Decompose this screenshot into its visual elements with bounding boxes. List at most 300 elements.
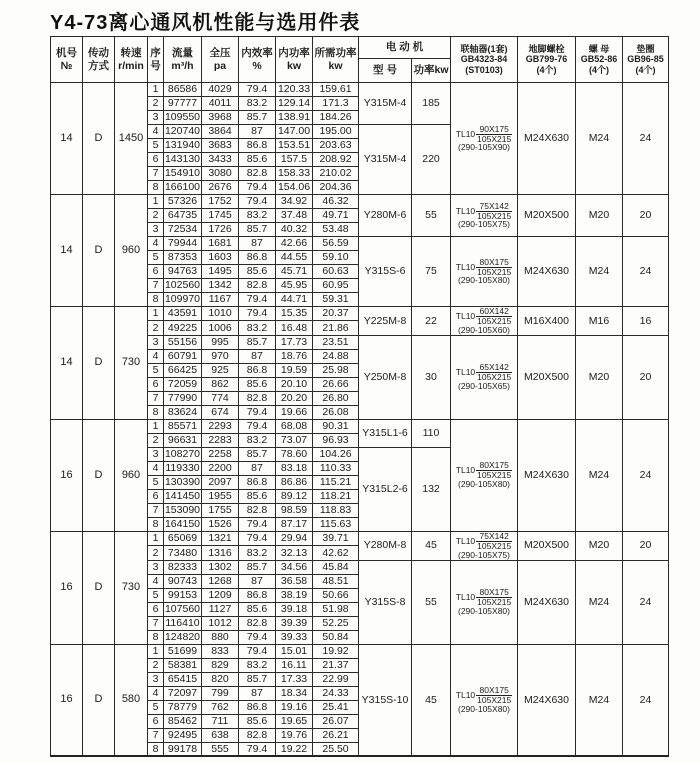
coupling-fraction (476, 363, 512, 382)
cell-motor-model: Y280M-6 (359, 195, 412, 237)
coupling-prefix: TL10 (455, 689, 476, 700)
cell-motor-power: 55 (412, 195, 451, 237)
col-header-pressure-line: 全压 (209, 47, 231, 60)
col-header-nut (576, 37, 623, 83)
cell-pressure: 1302 (202, 560, 239, 574)
cell-flow: 77990 (164, 391, 202, 405)
cell-seq: 1 (148, 83, 164, 97)
cell-efficiency: 87 (239, 125, 276, 139)
cell-pressure: 2200 (202, 461, 239, 475)
cell-internal-power: 19.16 (276, 700, 313, 714)
cell-efficiency: 86.8 (239, 251, 276, 265)
cell-flow: 166100 (164, 181, 201, 194)
cell-required-power: 26.66 (313, 377, 359, 391)
cell-pressure: 2676 (202, 181, 239, 195)
cell-washer: 20 (623, 195, 669, 237)
cell-required-power: 26.21 (313, 728, 359, 742)
col-header-motor-model-line: 型 号 (373, 64, 397, 77)
cell-internal-power: 15.01 (276, 644, 313, 658)
table-row (51, 531, 669, 545)
cell-flow: 109550 (164, 111, 201, 124)
coupling-prefix: TL10 (455, 535, 476, 546)
cell-internal-power: 40.32 (276, 223, 313, 237)
cell-seq: 2 (148, 546, 164, 560)
cell-coupling (451, 335, 518, 419)
coupling-note: (290-105X60) (458, 324, 510, 335)
cell-seq: 7 (148, 167, 164, 181)
cell-required-power: 204.36 (313, 181, 359, 195)
cell-internal-power: 44.71 (276, 293, 313, 307)
cell-efficiency: 85.7 (239, 447, 276, 461)
cell-required-power: 26.80 (313, 391, 359, 405)
cell-required-power: 48.51 (313, 574, 359, 588)
cell-internal-power: 17.73 (276, 335, 313, 349)
cell-drive: D (83, 531, 115, 644)
cell-efficiency: 79.4 (239, 181, 276, 195)
cell-seq: 5 (148, 251, 164, 265)
coupling-fraction-bottom: 105X215 (477, 470, 512, 481)
cell-efficiency: 79.4 (239, 195, 276, 209)
cell-internal-power: 147.00 (276, 125, 313, 139)
cell-speed: 730 (115, 307, 148, 420)
cell-efficiency: 87 (239, 237, 276, 251)
cell-nut: M24 (576, 237, 623, 307)
coupling-fraction-top: 80X175 (476, 588, 512, 598)
cell-seq: 2 (148, 433, 164, 447)
cell-seq: 8 (148, 293, 164, 307)
cell-pressure: 1012 (202, 616, 239, 630)
cell-nut: M24 (576, 83, 623, 195)
cell-pressure: 1752 (202, 195, 239, 209)
cell-machine-no: 14 (51, 195, 83, 307)
cell-pressure: 880 (202, 630, 239, 644)
cell-seq: 5 (148, 363, 164, 377)
cell-pressure: 1127 (202, 602, 239, 616)
cell-machine-no: 14 (51, 83, 83, 195)
cell-internal-power: 87.17 (276, 517, 313, 531)
cell-flow: 60791 (164, 349, 202, 363)
col-header-required-power (313, 37, 359, 83)
cell-seq: 1 (148, 419, 164, 433)
cell-internal-power: 18.76 (276, 349, 313, 363)
cell-seq: 2 (148, 97, 164, 111)
col-header-speed-line: 转速 (120, 47, 142, 60)
cell-seq: 6 (148, 489, 164, 503)
cell-required-power: 118.83 (313, 503, 359, 517)
cell-flow: 85571 (164, 419, 202, 433)
col-header-required-power-line: kw (328, 59, 343, 72)
cell-flow: 72534 (164, 223, 202, 237)
col-header-speed (115, 37, 148, 83)
cell-coupling (451, 83, 518, 195)
spec-table (50, 36, 669, 757)
cell-pressure: 829 (202, 658, 239, 672)
col-header-motor-power (412, 59, 451, 83)
cell-seq: 3 (148, 672, 164, 686)
cell-coupling (451, 195, 518, 237)
cell-efficiency: 85.6 (239, 489, 276, 503)
cell-seq: 8 (148, 742, 164, 756)
cell-seq: 3 (148, 560, 164, 574)
cell-anchor-bolt: M20X500 (518, 335, 576, 419)
cell-flow: 97777 (164, 97, 202, 111)
cell-internal-power: 34.92 (276, 195, 313, 209)
cell-seq: 8 (148, 181, 164, 195)
col-header-efficiency-line: % (252, 59, 262, 72)
cell-motor-model: Y225M-8 (359, 307, 412, 336)
cell-pressure: 1316 (202, 546, 239, 560)
cell-efficiency: 87 (239, 686, 276, 700)
coupling-note: (290-105X80) (458, 703, 510, 714)
cell-pressure: 2097 (202, 475, 239, 489)
cell-flow: 102560 (164, 279, 201, 292)
col-header-efficiency (239, 37, 276, 83)
cell-pressure: 555 (202, 742, 239, 756)
cell-efficiency: 85.6 (239, 265, 276, 279)
coupling-note: (290-105X65) (458, 381, 510, 392)
cell-flow: 143130 (164, 153, 201, 166)
cell-seq: 5 (148, 139, 164, 153)
cell-required-power: 203.63 (313, 139, 359, 153)
cell-required-power: 104.26 (313, 447, 359, 461)
cell-flow: 57326 (164, 195, 202, 209)
cell-pressure: 799 (202, 686, 239, 700)
cell-efficiency: 85.7 (239, 223, 276, 237)
cell-flow: 83624 (164, 405, 202, 419)
cell-coupling (451, 237, 518, 307)
cell-motor-model: Y315M-4 (359, 125, 412, 195)
col-header-anchor-bolt-line: GB799-76 (525, 54, 568, 65)
col-header-washer (623, 37, 669, 83)
cell-efficiency: 79.4 (239, 419, 276, 433)
coupling-fraction (476, 461, 512, 480)
cell-required-power: 184.26 (313, 111, 359, 125)
cell-motor-power: 30 (412, 335, 451, 419)
cell-required-power: 21.37 (313, 658, 359, 672)
coupling-fraction (476, 532, 512, 551)
col-header-efficiency-line: 内效率 (241, 47, 273, 60)
cell-flow: 94763 (164, 265, 202, 279)
col-header-seq (148, 37, 164, 83)
cell-internal-power: 19.76 (276, 728, 313, 742)
cell-efficiency: 85.7 (239, 672, 276, 686)
cell-efficiency: 79.4 (239, 630, 276, 644)
coupling-note: (290-105X80) (458, 275, 510, 286)
cell-speed: 960 (115, 195, 148, 307)
coupling-note: (290-105X75) (458, 549, 510, 560)
cell-internal-power: 68.08 (276, 419, 313, 433)
coupling-fraction (476, 686, 512, 705)
cell-seq: 4 (148, 461, 164, 475)
cell-pressure: 833 (202, 644, 239, 658)
cell-efficiency: 85.7 (239, 560, 276, 574)
col-header-drive (83, 37, 115, 83)
coupling-spec (451, 363, 517, 382)
coupling-fraction-bottom: 105X215 (477, 694, 512, 705)
cell-pressure: 1726 (202, 223, 239, 237)
cell-seq: 6 (148, 714, 164, 728)
cell-internal-power: 36.58 (276, 574, 313, 588)
cell-required-power: 20.37 (313, 307, 359, 321)
cell-internal-power: 157.5 (276, 153, 313, 167)
cell-internal-power: 39.39 (276, 616, 313, 630)
coupling-fraction (476, 588, 512, 607)
cell-seq: 7 (148, 279, 164, 293)
cell-drive: D (83, 195, 115, 307)
cell-machine-no: 14 (51, 307, 83, 420)
coupling-note: (290-105X80) (458, 605, 510, 616)
col-header-internal-power-line: kw (286, 59, 301, 72)
cell-motor-power: 220 (412, 125, 451, 195)
cell-required-power: 39.71 (313, 531, 359, 545)
cell-efficiency: 83.2 (239, 209, 276, 223)
cell-required-power: 25.98 (313, 363, 359, 377)
cell-motor-model: Y315L1-6 (359, 419, 412, 447)
cell-motor-power: 45 (412, 531, 451, 560)
coupling-prefix: TL10 (455, 367, 476, 378)
cell-required-power: 50.66 (313, 588, 359, 602)
coupling-fraction (476, 125, 512, 144)
col-header-anchor-bolt-line: 地脚螺栓 (528, 44, 565, 55)
cell-required-power: 59.31 (313, 293, 359, 307)
cell-efficiency: 87 (239, 461, 276, 475)
cell-anchor-bolt: M20X500 (518, 531, 576, 560)
cell-anchor-bolt: M24X630 (518, 237, 576, 307)
cell-coupling (451, 560, 518, 644)
cell-flow: 90743 (164, 574, 202, 588)
cell-internal-power: 39.18 (276, 602, 313, 616)
cell-speed: 960 (115, 419, 148, 531)
cell-required-power: 96.93 (313, 433, 359, 447)
col-header-coupling-line: 联轴器(1套) (460, 44, 508, 55)
cell-internal-power: 15.35 (276, 307, 313, 321)
cell-motor-model: Y315S-6 (359, 237, 412, 307)
cell-efficiency: 85.6 (239, 153, 276, 167)
cell-internal-power: 45.95 (276, 279, 313, 293)
cell-speed: 730 (115, 531, 148, 644)
cell-required-power: 25.50 (313, 742, 359, 756)
coupling-fraction-bottom: 105X215 (477, 210, 512, 221)
cell-flow: 65069 (164, 531, 202, 545)
cell-seq: 1 (148, 644, 164, 658)
col-header-flow (164, 37, 202, 83)
cell-seq: 3 (148, 223, 164, 237)
cell-washer: 24 (623, 644, 669, 756)
cell-required-power: 53.48 (313, 223, 359, 237)
cell-drive: D (83, 83, 115, 195)
col-header-motor (359, 37, 451, 59)
cell-coupling (451, 644, 518, 756)
coupling-fraction-bottom: 105X215 (477, 597, 512, 608)
cell-drive: D (83, 419, 115, 531)
cell-efficiency: 82.8 (239, 728, 276, 742)
cell-efficiency: 82.8 (239, 391, 276, 405)
cell-required-power: 171.3 (313, 97, 359, 111)
cell-flow: 78779 (164, 700, 202, 714)
cell-flow: 107560 (164, 602, 201, 615)
coupling-fraction-bottom: 105X215 (477, 372, 512, 383)
coupling-note: (290-105X75) (458, 219, 510, 230)
cell-seq: 5 (148, 475, 164, 489)
cell-efficiency: 85.7 (239, 111, 276, 125)
cell-pressure: 1342 (202, 279, 239, 293)
cell-required-power: 208.92 (313, 153, 359, 167)
cell-internal-power: 20.10 (276, 377, 313, 391)
cell-seq: 6 (148, 153, 164, 167)
cell-internal-power: 34.56 (276, 560, 313, 574)
cell-internal-power: 20.20 (276, 391, 313, 405)
cell-pressure: 995 (202, 335, 239, 349)
cell-machine-no: 16 (51, 531, 83, 644)
col-header-coupling (451, 37, 518, 83)
cell-internal-power: 32.13 (276, 546, 313, 560)
cell-seq: 4 (148, 686, 164, 700)
cell-efficiency: 79.4 (239, 405, 276, 419)
cell-efficiency: 85.6 (239, 377, 276, 391)
cell-efficiency: 87 (239, 349, 276, 363)
col-header-washer-line: GB96-85 (627, 54, 664, 65)
cell-seq: 2 (148, 321, 164, 335)
cell-required-power: 23.51 (313, 335, 359, 349)
cell-flow: 116410 (165, 616, 200, 629)
coupling-fraction-top: 80X175 (476, 461, 512, 471)
coupling-fraction-top: 90X175 (476, 125, 512, 135)
cell-required-power: 90.31 (313, 419, 359, 433)
cell-internal-power: 19.22 (276, 742, 313, 756)
cell-pressure: 1006 (202, 321, 239, 335)
cell-flow: 73480 (164, 546, 202, 560)
cell-seq: 3 (148, 111, 164, 125)
cell-internal-power: 45.71 (276, 265, 313, 279)
col-header-nut-line: (4个) (589, 64, 609, 75)
cell-seq: 3 (148, 447, 164, 461)
cell-pressure: 762 (202, 700, 239, 714)
cell-required-power: 60.95 (313, 279, 359, 293)
col-header-nut-line: 螺 母 (588, 44, 610, 55)
col-header-coupling-line: (ST0103) (465, 64, 503, 75)
cell-internal-power: 73.07 (276, 433, 313, 447)
col-header-drive-line: 方式 (88, 59, 109, 72)
cell-efficiency: 83.2 (239, 658, 276, 672)
cell-flow: 49225 (164, 321, 202, 335)
cell-internal-power: 86.86 (276, 475, 313, 489)
cell-pressure: 1955 (202, 489, 239, 503)
cell-pressure: 1745 (202, 209, 239, 223)
cell-flow: 86586 (164, 83, 202, 97)
cell-flow: 64735 (164, 209, 202, 223)
cell-required-power: 46.32 (313, 195, 359, 209)
cell-required-power: 195.00 (313, 125, 359, 139)
cell-coupling (451, 419, 518, 531)
coupling-spec (451, 125, 517, 144)
cell-efficiency: 86.8 (239, 475, 276, 489)
cell-flow: 87353 (164, 251, 202, 265)
cell-pressure: 3080 (202, 167, 239, 181)
cell-internal-power: 83.18 (276, 461, 313, 475)
cell-flow: 120740 (164, 125, 201, 138)
cell-seq: 7 (148, 391, 164, 405)
cell-efficiency: 86.8 (239, 363, 276, 377)
cell-pressure: 1010 (202, 307, 239, 321)
cell-pressure: 820 (202, 672, 239, 686)
cell-efficiency: 83.2 (239, 546, 276, 560)
cell-motor-power: 110 (412, 419, 451, 447)
cell-nut: M24 (576, 419, 623, 531)
cell-flow: 58381 (164, 658, 202, 672)
page-title: Y4-73离心通风机性能与选用件表 (50, 12, 361, 34)
cell-drive: D (83, 644, 115, 756)
coupling-spec (451, 202, 517, 221)
col-header-internal-power-line: 内功率 (278, 47, 310, 60)
cell-efficiency: 85.6 (239, 602, 276, 616)
cell-efficiency: 79.4 (239, 307, 276, 321)
col-header-machine-no-line: 机号 (56, 47, 77, 60)
cell-required-power: 49.71 (313, 209, 359, 223)
cell-seq: 5 (148, 588, 164, 602)
cell-anchor-bolt: M20X500 (518, 195, 576, 237)
cell-required-power: 26.08 (313, 405, 359, 419)
cell-motor-power: 75 (412, 237, 451, 307)
cell-seq: 6 (148, 377, 164, 391)
cell-pressure: 3433 (202, 153, 239, 167)
cell-internal-power: 19.59 (276, 363, 313, 377)
coupling-fraction-bottom: 105X215 (477, 540, 512, 551)
cell-required-power: 118.21 (313, 489, 359, 503)
cell-washer: 24 (623, 83, 669, 195)
cell-seq: 7 (148, 728, 164, 742)
cell-required-power: 45.84 (313, 560, 359, 574)
col-header-pressure (202, 37, 239, 83)
cell-internal-power: 120.33 (276, 83, 313, 97)
cell-efficiency: 79.4 (239, 644, 276, 658)
coupling-prefix: TL10 (455, 592, 476, 603)
cell-flow: 154910 (164, 167, 201, 180)
cell-efficiency: 82.8 (239, 616, 276, 630)
col-header-motor-line: 电 动 机 (385, 41, 424, 54)
cell-nut: M20 (576, 531, 623, 560)
cell-anchor-bolt: M16X400 (518, 307, 576, 336)
cell-efficiency: 82.8 (239, 167, 276, 181)
coupling-spec (451, 532, 517, 551)
cell-speed: 580 (115, 644, 148, 756)
cell-seq: 7 (148, 503, 164, 517)
cell-motor-model: Y315S-8 (359, 560, 412, 644)
cell-pressure: 1268 (202, 574, 239, 588)
cell-seq: 7 (148, 616, 164, 630)
cell-motor-power: 45 (412, 644, 451, 756)
cell-internal-power: 39.33 (276, 630, 313, 644)
cell-pressure: 862 (202, 377, 239, 391)
cell-washer: 24 (623, 419, 669, 531)
cell-seq: 4 (148, 574, 164, 588)
cell-coupling (451, 531, 518, 560)
cell-efficiency: 79.4 (239, 517, 276, 531)
table-row (51, 195, 669, 209)
coupling-fraction-bottom: 105X215 (477, 133, 512, 144)
col-header-nut-line: GB52-86 (580, 54, 618, 65)
cell-seq: 3 (148, 335, 164, 349)
coupling-fraction-top: 75X142 (476, 202, 512, 212)
col-header-drive-line: 传动 (88, 47, 109, 60)
cell-efficiency: 86.8 (239, 588, 276, 602)
cell-internal-power: 42.66 (276, 237, 313, 251)
cell-nut: M20 (576, 335, 623, 419)
cell-efficiency: 79.4 (239, 293, 276, 307)
cell-required-power: 22.99 (313, 672, 359, 686)
cell-motor-model: Y280M-8 (359, 531, 412, 560)
col-header-washer-line: 垫圈 (636, 44, 655, 55)
cell-required-power: 25.41 (313, 700, 359, 714)
